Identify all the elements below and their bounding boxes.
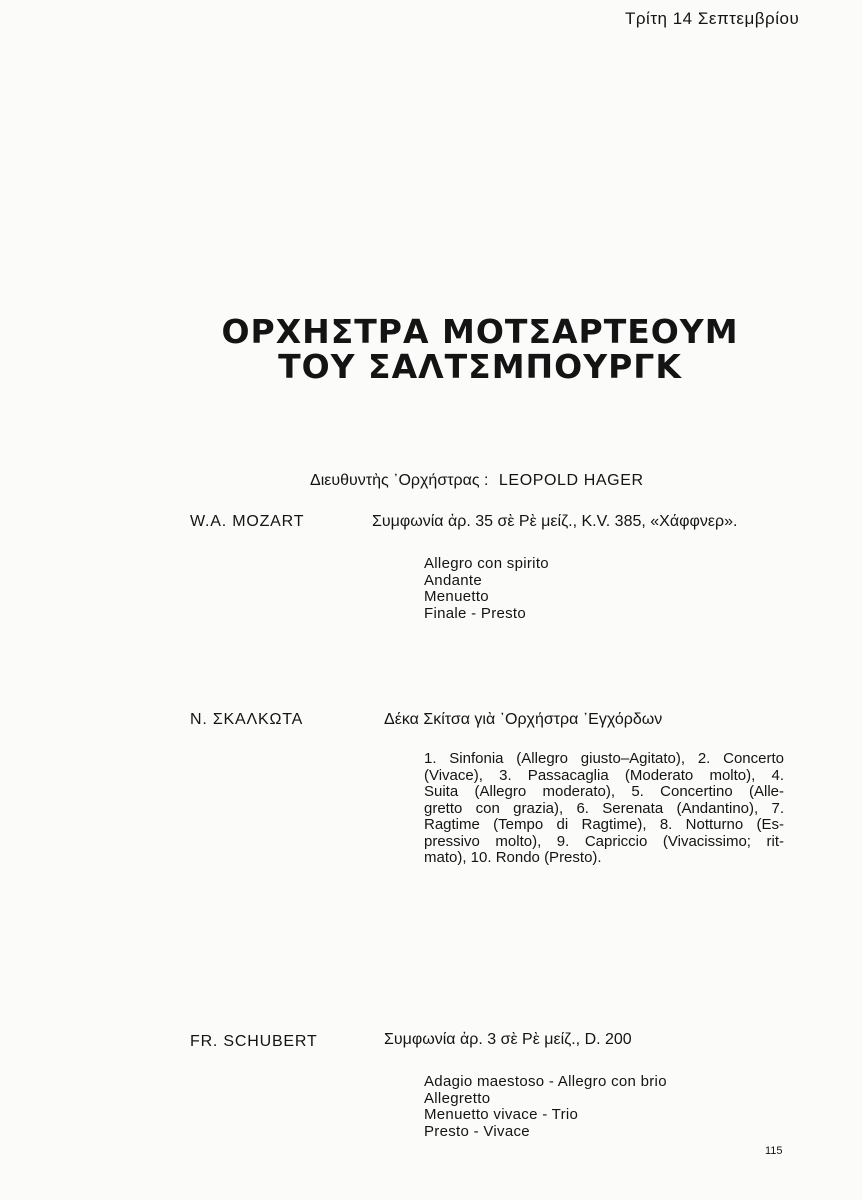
header-date: Τρίτη 14 Σεπτεμβρίου [625,9,800,28]
skalkotas-description [424,751,784,867]
title-line-1: ΟΡΧΗΣΤΡΑ ΜΟΤΣΑΡΤΕΟΥΜ [221,312,739,351]
movement-item: Adagio maestoso - Allegro con brio [424,1073,667,1090]
movement-item: Andante [424,571,482,589]
paragraph-line: Suita (Allegro moderato), 5. Concertino (Alle- [424,783,784,800]
paragraph-line: pressivo molto), 9. Capriccio (Vivacissimo; rit- [424,832,784,850]
paragraph-line: gretto con grazia), 6. Serenata (Andantino), 7. [424,799,784,817]
paragraph-line: (Vivace), 3. Passacaglia (Moderato molto), 4. [424,766,784,784]
paragraph-line: mato), 10. Rondo (Presto). [424,849,602,866]
movement-item: Allegro con spirito [424,555,549,572]
work-schubert: Συμφωνία ἀρ. 3 σὲ Ρὲ μείζ., D. 200 [384,1031,632,1048]
paragraph-line: Ragtime (Tempo di Ragtime), 8. Notturno (Es- [424,816,784,833]
work-mozart: Συμφωνία ἀρ. 35 σὲ Ρὲ μείζ., K.V. 385, «Χάφφνερ». [372,513,738,530]
page-number: 115 [765,1145,783,1157]
movement-item: Presto - Vivace [424,1122,530,1140]
conductor-name: LEOPOLD HAGER [498,472,644,489]
movement-item: Menuetto vivace - Trio [424,1106,579,1123]
paragraph-line: 1. Sinfonia (Allegro giusto–Agitato), 2. Concerto [424,750,784,767]
composer-schubert: FR. SCHUBERT [190,1033,318,1050]
title-line-2: ΤΟΥ ΣΑΛΤΣΜΠΟΥΡΓΚ [278,347,682,386]
work-skalkotas: Δέκα Σκίτσα γιὰ ᾿Ορχήστρα ᾿Εγχόρδων [384,711,663,728]
movement-item: Allegretto [424,1089,491,1107]
movement-item: Finale - Presto [424,604,527,622]
composer-mozart: W.A. MOZART [190,513,305,530]
movement-item: Menuetto [424,588,489,605]
movements-mozart [424,556,549,622]
conductor-line [310,472,644,490]
conductor-label: Διευθυντὴς ᾿Ορχήστρας : [310,472,489,489]
movements-schubert [424,1074,667,1140]
composer-skalkotas: Ν. ΣΚΑΛΚΩΤΑ [190,711,304,728]
